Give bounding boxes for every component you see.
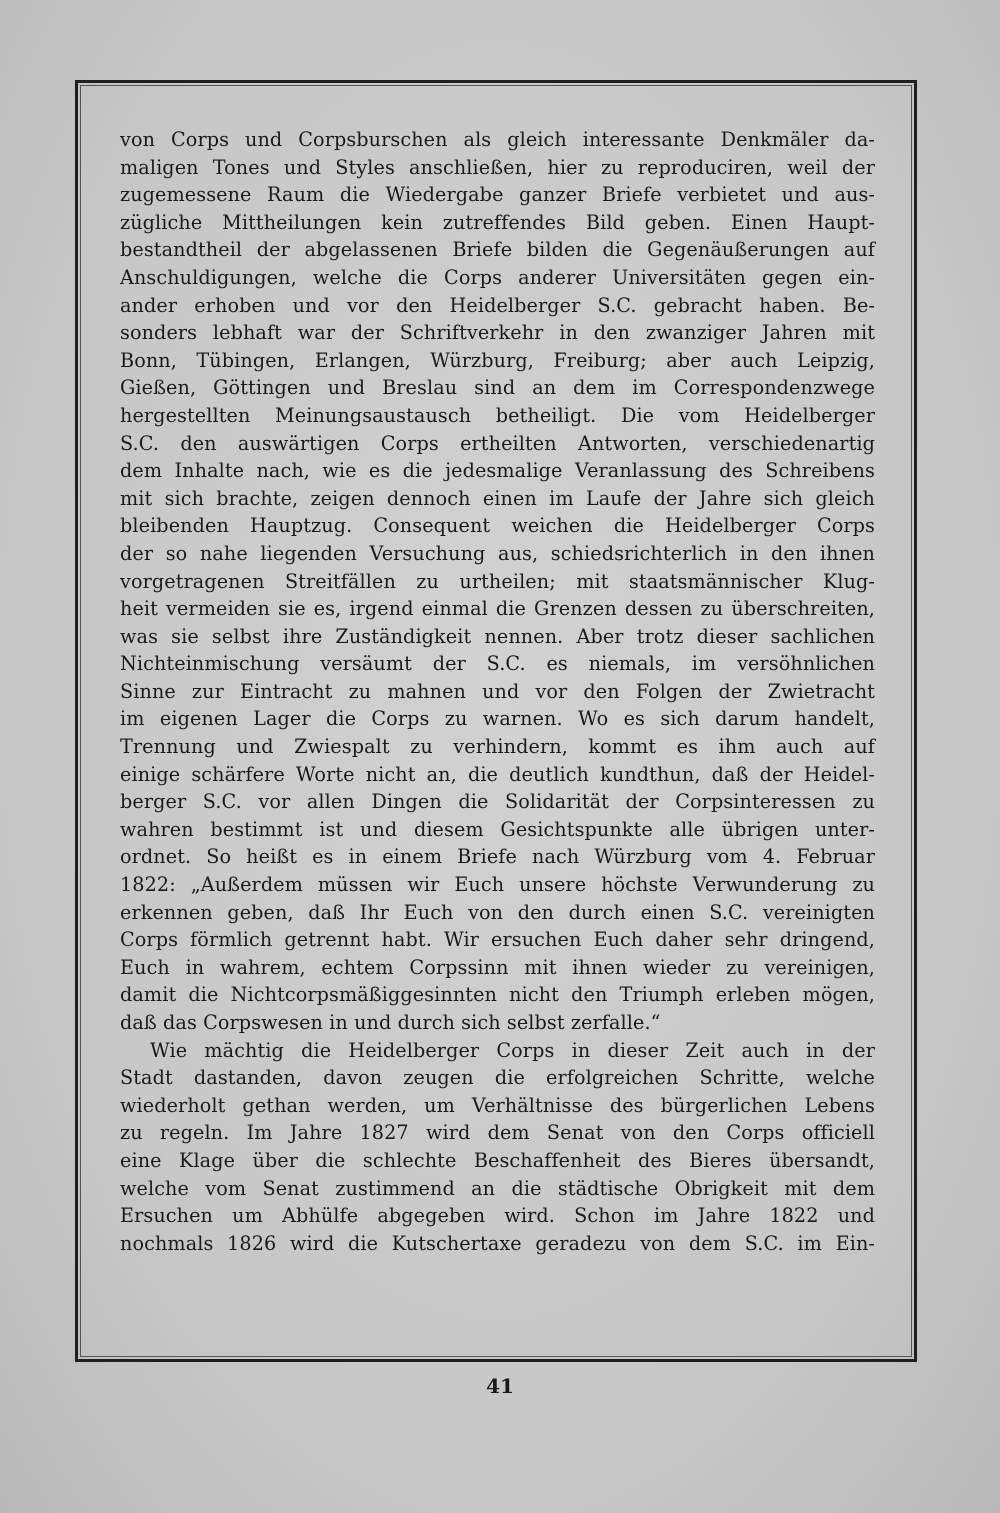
text-line: zugemessene Raum die Wiedergabe ganzer Briefe verbietet und aus- — [120, 183, 875, 207]
text-line: Anschuldigungen, welche die Corps anderer Universitäten gegen ein- — [120, 265, 875, 289]
text-line: von Corps und Corpsburschen als gleich interessante Denkmäler da- — [120, 128, 875, 151]
text-line: erkennen geben, daß Ihr Euch von den durch einen S.C. vereinigten — [120, 900, 875, 924]
text-line: daß das Corpswesen in und durch sich selbst zerfalle.“ — [120, 1011, 661, 1034]
text-line: was sie selbst ihre Zuständigkeit nennen. Aber trotz dieser sachlichen — [120, 624, 875, 648]
text-line: Stadt dastanden, davon zeugen die erfolgreichen Schritte, welche — [120, 1066, 875, 1090]
text-line: Nichteinmischung versäumt der S.C. es niemals, im versöhnlichen — [120, 652, 875, 676]
text-line: einige schärfere Worte nicht an, die deutlich kundthun, daß der Heidel- — [120, 762, 875, 786]
text-line: damit die Nichtcorpsmäßiggesinnten nicht den Triumph erleben mögen, — [120, 983, 875, 1007]
text-line: bleibenden Hauptzug. Consequent weichen die Heidelberger Corps — [120, 514, 875, 538]
text-line: ander erhoben und vor den Heidelberger S.C. gebracht haben. Be- — [120, 293, 875, 317]
text-line: berger S.C. vor allen Dingen die Solidarität der Corpsinteressen zu — [120, 790, 875, 814]
text-line: vorgetragenen Streitfällen zu urtheilen; mit staatsmännischer Klug- — [120, 569, 875, 593]
text-line: Bonn, Tübingen, Erlangen, Würzburg, Freiburg; aber auch Leipzig, — [120, 348, 875, 372]
text-line: Gießen, Göttingen und Breslau sind an dem im Correspondenzwege — [120, 376, 875, 400]
text-line: Wie mächtig die Heidelberger Corps in dieser Zeit auch in der — [150, 1038, 875, 1062]
paragraph — [120, 126, 875, 1037]
text-line: im eigenen Lager die Corps zu warnen. Wo es sich darum handelt, — [120, 707, 875, 731]
text-line: heit vermeiden sie es, irgend einmal die Grenzen dessen zu überschreiten, — [120, 597, 875, 621]
text-line: 1822: „Außerdem müssen wir Euch unsere höchste Verwunderung zu — [120, 873, 875, 897]
page-number: 41 — [486, 1374, 514, 1398]
body-text — [120, 126, 875, 1257]
text-line: eine Klage über die schlechte Beschaffenheit des Bieres übersandt, — [120, 1148, 875, 1172]
text-line: nochmals 1826 wird die Kutschertaxe geradezu von dem S.C. im Ein- — [120, 1231, 875, 1255]
text-line: zu regeln. Im Jahre 1827 wird dem Senat von den Corps officiell — [120, 1121, 875, 1145]
text-line: hergestellten Meinungsaustausch betheiligt. Die vom Heidelberger — [120, 403, 875, 427]
text-line: der so nahe liegenden Versuchung aus, schiedsrichterlich in den ihnen — [120, 541, 875, 565]
text-line: bestandtheil der abgelassenen Briefe bilden die Gegenäußerungen auf — [120, 238, 875, 262]
text-line: zügliche Mittheilungen kein zutreffendes Bild geben. Einen Haupt- — [120, 210, 875, 234]
text-line: Sinne zur Eintracht zu mahnen und vor den Folgen der Zwietracht — [120, 679, 875, 703]
paragraph — [120, 1037, 875, 1258]
text-line: dem Inhalte nach, wie es die jedesmalige Veranlassung des Schreibens — [120, 459, 875, 483]
text-line: sonders lebhaft war der Schriftverkehr in den zwanziger Jahren mit — [120, 321, 875, 345]
text-line: wahren bestimmt ist und diesem Gesichtspunkte alle übrigen unter- — [120, 817, 875, 841]
text-line: Corps förmlich getrennt habt. Wir ersuchen Euch daher sehr dringend, — [120, 928, 875, 952]
text-line: welche vom Senat zustimmend an die städtische Obrigkeit mit dem — [120, 1176, 875, 1200]
text-line: mit sich brachte, zeigen dennoch einen im Laufe der Jahre sich gleich — [120, 486, 875, 510]
text-line: maligen Tones und Styles anschließen, hier zu reproduciren, weil der — [120, 155, 875, 179]
text-line: ordnet. So heißt es in einem Briefe nach Würzburg vom 4. Februar — [120, 845, 875, 869]
text-line: Euch in wahrem, echtem Corpssinn mit ihnen wieder zu vereinigen, — [120, 955, 875, 979]
text-line: wiederholt gethan werden, um Verhältnisse des bürgerlichen Lebens — [120, 1093, 875, 1117]
text-line: Ersuchen um Abhülfe abgegeben wird. Schon im Jahre 1822 und — [120, 1204, 875, 1228]
text-line: S.C. den auswärtigen Corps ertheilten Antworten, verschiedenartig — [120, 431, 875, 455]
text-line: Trennung und Zwiespalt zu verhindern, kommt es ihm auch auf — [120, 735, 875, 759]
